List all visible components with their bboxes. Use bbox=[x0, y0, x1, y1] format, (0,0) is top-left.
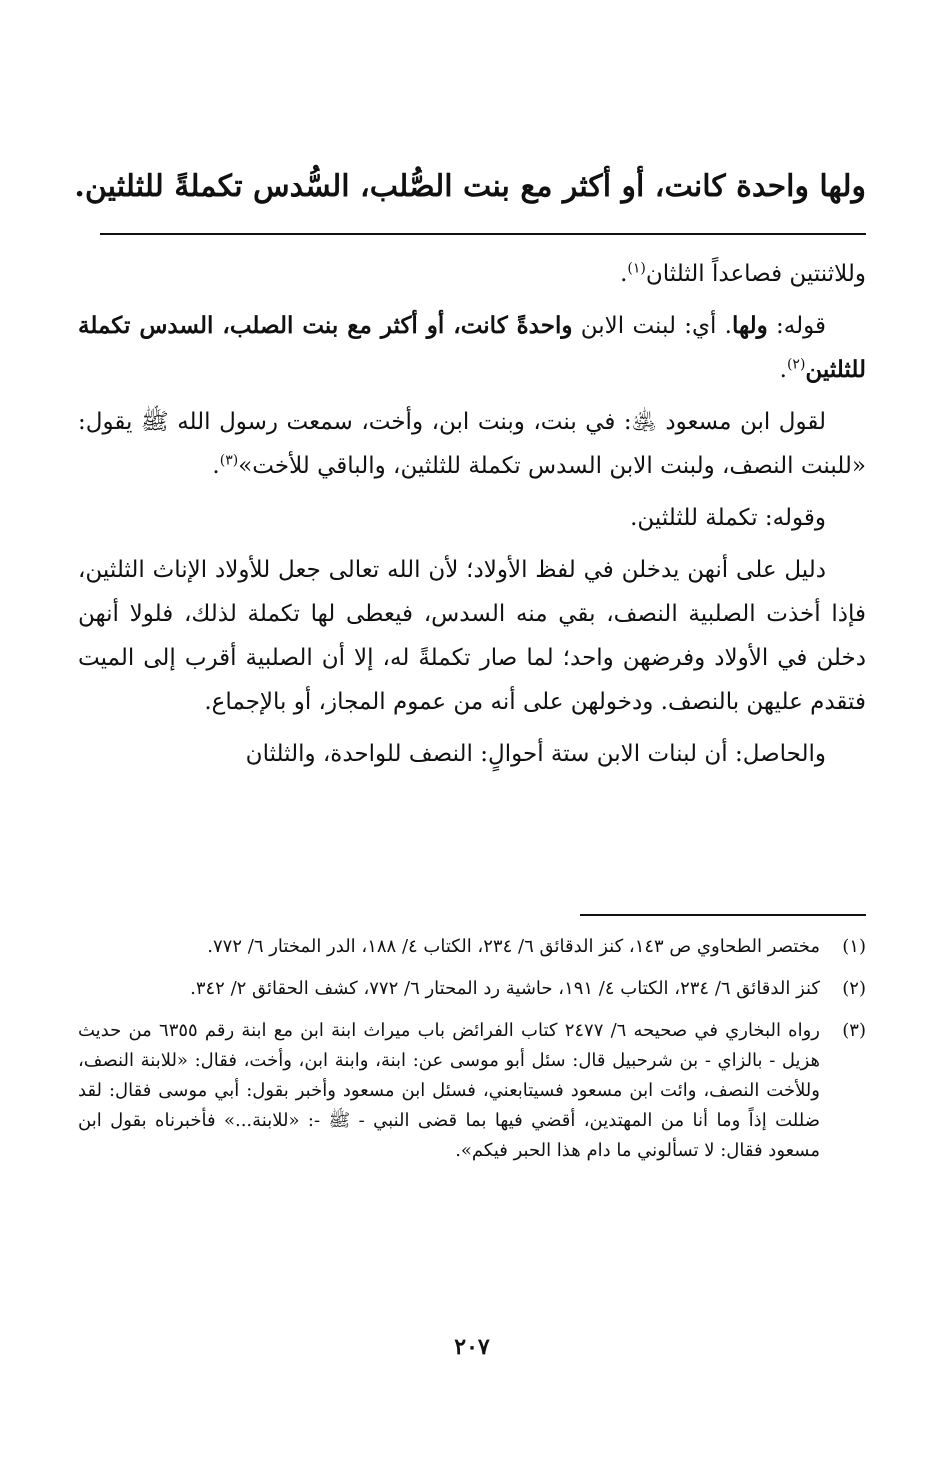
footnote-text: رواه البخاري في صحيحه ٦/ ٢٤٧٧ كتاب الفرائض باب ميراث ابنة ابن مع ابنة رقم ٦٣٥٥ من حديث هزيل - بالزاي - بن شرحبيل قال: سئل أبو موسى عن: ابنة، وابنة ابن، وأخت، فقال: «للابنة النصف، وللأخت النصف، وائت ابن مسعود فسيتابعني، فسئل ابن مسعود وأخبر بقول: أبي موسى فقال: لقد ضللت إذاً وما أنا من المهتدين، أقضي فيها بما قضى النبي - ﷺ -: «للابنة...» فأخبرناه بقول ابن مسعود فقال: لا تسألوني ما دام هذا الحبر فيكم». bbox=[78, 1020, 821, 1161]
paragraph-2-bold-1: ولها bbox=[732, 312, 768, 339]
footnote-number: (٣) bbox=[842, 1020, 866, 1041]
matn-header: ولها واحدة كانت، أو أكثر مع بنت الصُّلب، السُّدس تكملةً للثلثين. bbox=[74, 169, 866, 204]
commentary-body bbox=[78, 252, 866, 784]
footnote-1 bbox=[78, 932, 866, 962]
header-divider bbox=[100, 233, 866, 235]
paragraph-2-mid: . أي: لبنت الابن bbox=[572, 313, 732, 339]
footnotes bbox=[78, 932, 866, 1178]
footnote-3 bbox=[78, 1016, 866, 1166]
paragraph-2 bbox=[78, 304, 866, 392]
footnote-divider bbox=[580, 914, 866, 916]
page-number: ٢٠٧ bbox=[454, 1334, 490, 1360]
paragraph-2-bold-2: واحدةً كانت، أو أكثر مع بنت الصلب، السدس تكملة للثلثين bbox=[78, 312, 866, 383]
footnote-ref-1: (١) bbox=[627, 260, 646, 277]
paragraph-3-end: . bbox=[212, 453, 220, 479]
paragraph-1-end: . bbox=[620, 261, 628, 287]
footnote-text: مختصر الطحاوي ص ١٤٣، كنز الدقائق ٦/ ٢٣٤، الكتاب ٤/ ١٨٨، الدر المختار ٦/ ٧٧٢. bbox=[207, 936, 820, 957]
footnote-number: (٢) bbox=[842, 978, 866, 999]
footnote-text: كنز الدقائق ٦/ ٢٣٤، الكتاب ٤/ ١٩١، حاشية رد المحتار ٦/ ٧٧٢، كشف الحقائق ٢/ ٣٤٢. bbox=[190, 978, 820, 999]
footnote-2 bbox=[78, 974, 866, 1004]
paragraph-3 bbox=[78, 400, 866, 488]
footnote-number: (١) bbox=[842, 936, 866, 957]
paragraph-3-text: لقول ابن مسعود ﵁: في بنت، وبنت ابن، وأخت، سمعت رسول الله ﷺ يقول: «للبنت النصف، ولبنت الابن السدس تكملة للثلثين، والباقي للأخت» bbox=[78, 409, 866, 479]
paragraph-6: والحاصل: أن لبنات الابن ستة أحوالٍ: النصف للواحدة، والثلثان bbox=[245, 741, 826, 767]
paragraph-1 bbox=[78, 252, 866, 296]
paragraph-4: وقوله: تكملة للثلثين. bbox=[630, 505, 826, 531]
footnote-ref-3: (٣) bbox=[219, 452, 239, 469]
paragraph-5: دليل على أنهن يدخلن في لفظ الأولاد؛ لأن الله تعالى جعل للأولاد الإناث الثلثين، فإذا أخذت الصلبية النصف، بقي منه السدس، فيعطى لها تكملة لذلك، فلولا أنهن دخلن في الأولاد وفرضهن واحد؛ لما صار تكملةً له، إلا أن الصلبية أقرب إلى الميت فتقدم عليهن بالنصف. ودخولهن على أنه من عموم المجاز، أو بالإجماع. bbox=[78, 557, 866, 715]
footnote-ref-2: (٢) bbox=[786, 356, 806, 373]
paragraph-1-text: وللاثنتين فصاعداً الثلثان bbox=[645, 261, 866, 287]
paragraph-2-lead: قوله: bbox=[767, 313, 826, 339]
paragraph-2-end: . bbox=[779, 357, 787, 383]
